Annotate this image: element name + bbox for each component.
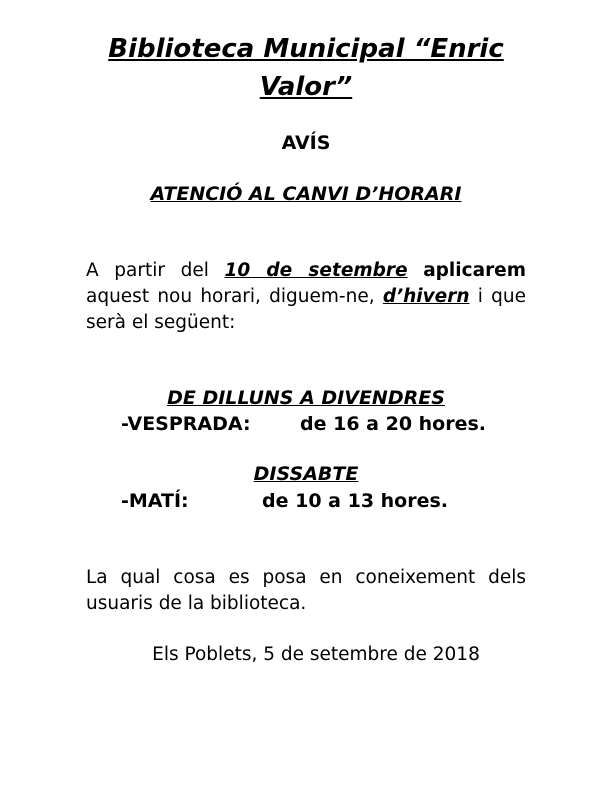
intro-text-2 <box>408 260 424 281</box>
saturday-hours: de 10 a 13 hores. <box>262 490 449 512</box>
notice-label: AVÍS <box>281 132 331 154</box>
weekday-period-label: -VESPRADA: <box>121 413 251 435</box>
library-title: Biblioteca Municipal “Enric Valor” <box>108 34 504 102</box>
weekday-heading: DE DILLUNS A DIVENDRES <box>167 387 445 409</box>
closing-paragraph: La qual cosa es posa en coneixement dels usuaris de la biblioteca. <box>86 567 526 614</box>
place-and-date: Els Poblets, 5 de setembre de 2018 <box>152 644 480 665</box>
intro-paragraph <box>86 258 526 336</box>
schedule-change-heading: ATENCIÓ AL CANVI D’HORARI <box>150 183 462 205</box>
intro-text-4: i que serà el següent: <box>86 286 526 333</box>
weekday-hours: de 16 a 20 hores. <box>300 413 487 435</box>
season-name: d’hivern <box>382 286 470 307</box>
intro-verb: aplicarem <box>423 260 527 281</box>
saturday-period-label: -MATÍ: <box>121 490 189 512</box>
saturday-heading: DISSABTE <box>253 463 359 485</box>
intro-text-3: aquest nou horari, diguem-ne, <box>86 286 383 307</box>
effective-date: 10 de setembre <box>224 260 408 281</box>
intro-text-1: A partir del <box>86 260 225 281</box>
